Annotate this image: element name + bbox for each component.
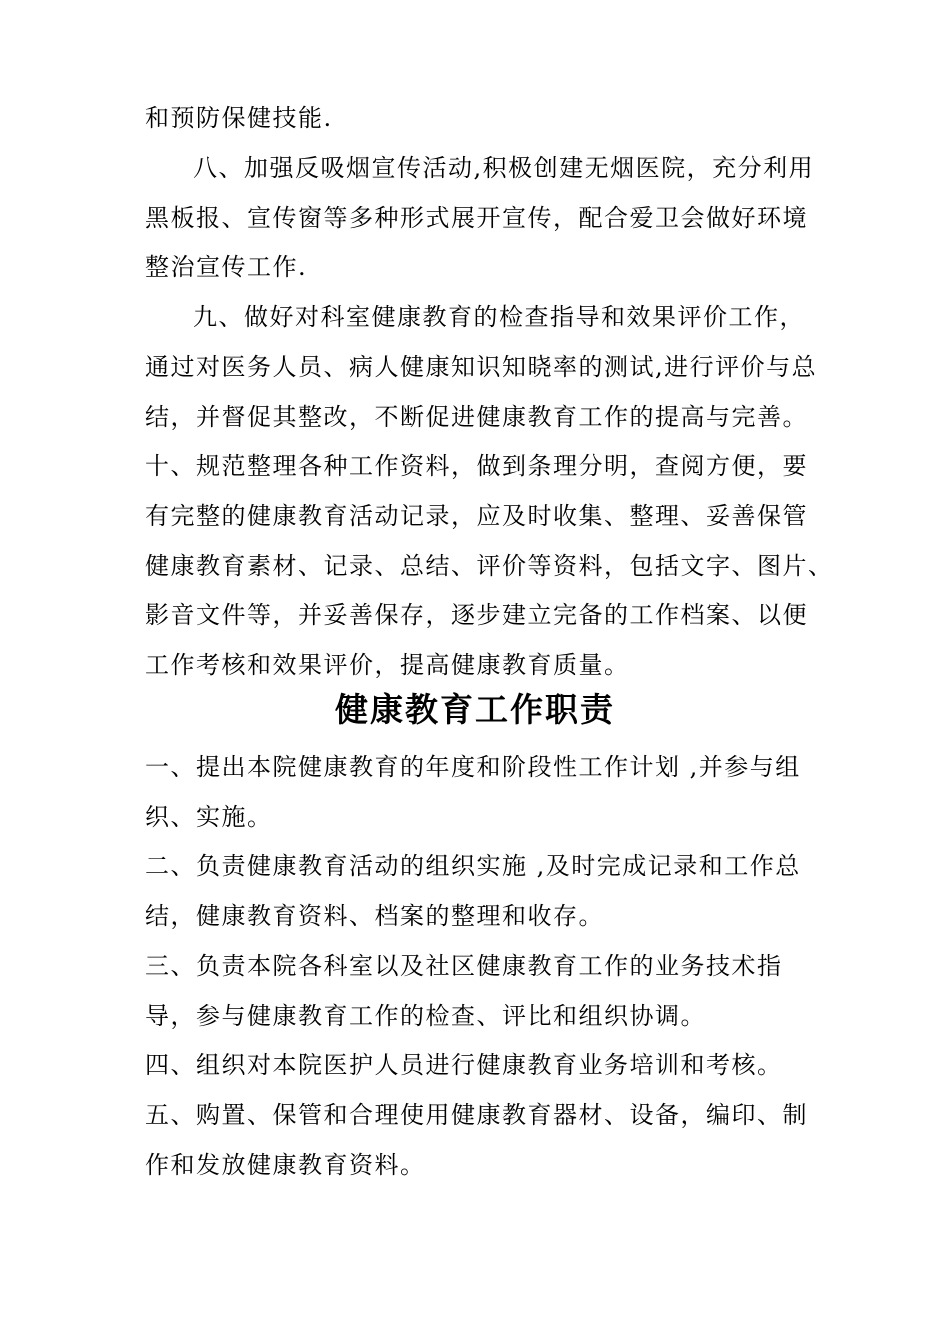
item-8-line-1: 八、加强反吸烟宣传活动,积极创建无烟医院，充分利用: [193, 154, 815, 182]
continuation-line-1: 和预防保健技能.: [145, 104, 333, 132]
duty-2-line-1: 二、负责健康教育活动的组织实施 ,及时完成记录和工作总: [145, 852, 801, 880]
item-10-line-1: 十、规范整理各种工作资料，做到条理分明，查阅方便，要: [145, 452, 808, 480]
duty-1-line-1: 一、提出本院健康教育的年度和阶段性工作计划 ,并参与组: [145, 753, 801, 781]
duty-5-line-1: 五、购置、保管和合理使用健康教育器材、设备，编印、制: [145, 1101, 808, 1129]
duty-5-line-2: 作和发放健康教育资料。: [145, 1151, 426, 1179]
duty-2-line-2: 结，健康教育资料、档案的整理和收存。: [145, 902, 604, 930]
item-10-line-2: 有完整的健康教育活动记录，应及时收集、整理、妥善保管: [145, 502, 808, 530]
item-9-line-3: 结，并督促其整改，不断促进健康教育工作的提高与完善。: [145, 403, 808, 431]
item-10-line-3: 健康教育素材、记录、总结、评价等资料，包括文字、图片、: [145, 552, 834, 580]
item-8-line-2: 黑板报、宣传窗等多种形式展开宣传，配合爱卫会做好环境: [145, 204, 808, 232]
duty-1-line-2: 织、实施。: [145, 803, 273, 831]
duty-4-line-1: 四、组织对本院医护人员进行健康教育业务培训和考核。: [145, 1051, 783, 1079]
item-9-line-1: 九、做好对科室健康教育的检查指导和效果评价工作，: [193, 303, 805, 331]
item-8-line-3: 整治宣传工作.: [145, 253, 308, 281]
item-9-line-2: 通过对医务人员、病人健康知识知晓率的测试,进行评价与总: [145, 353, 818, 381]
duty-3-line-2: 导，参与健康教育工作的检查、评比和组织协调。: [145, 1002, 706, 1030]
section-title: 健康教育工作职责: [335, 690, 615, 729]
duty-3-line-1: 三、负责本院各科室以及社区健康教育工作的业务技术指: [145, 952, 783, 980]
item-10-line-4: 影音文件等，并妥善保存，逐步建立完备的工作档案、以便: [145, 601, 808, 629]
item-10-line-5: 工作考核和效果评价，提高健康教育质量。: [145, 651, 630, 679]
